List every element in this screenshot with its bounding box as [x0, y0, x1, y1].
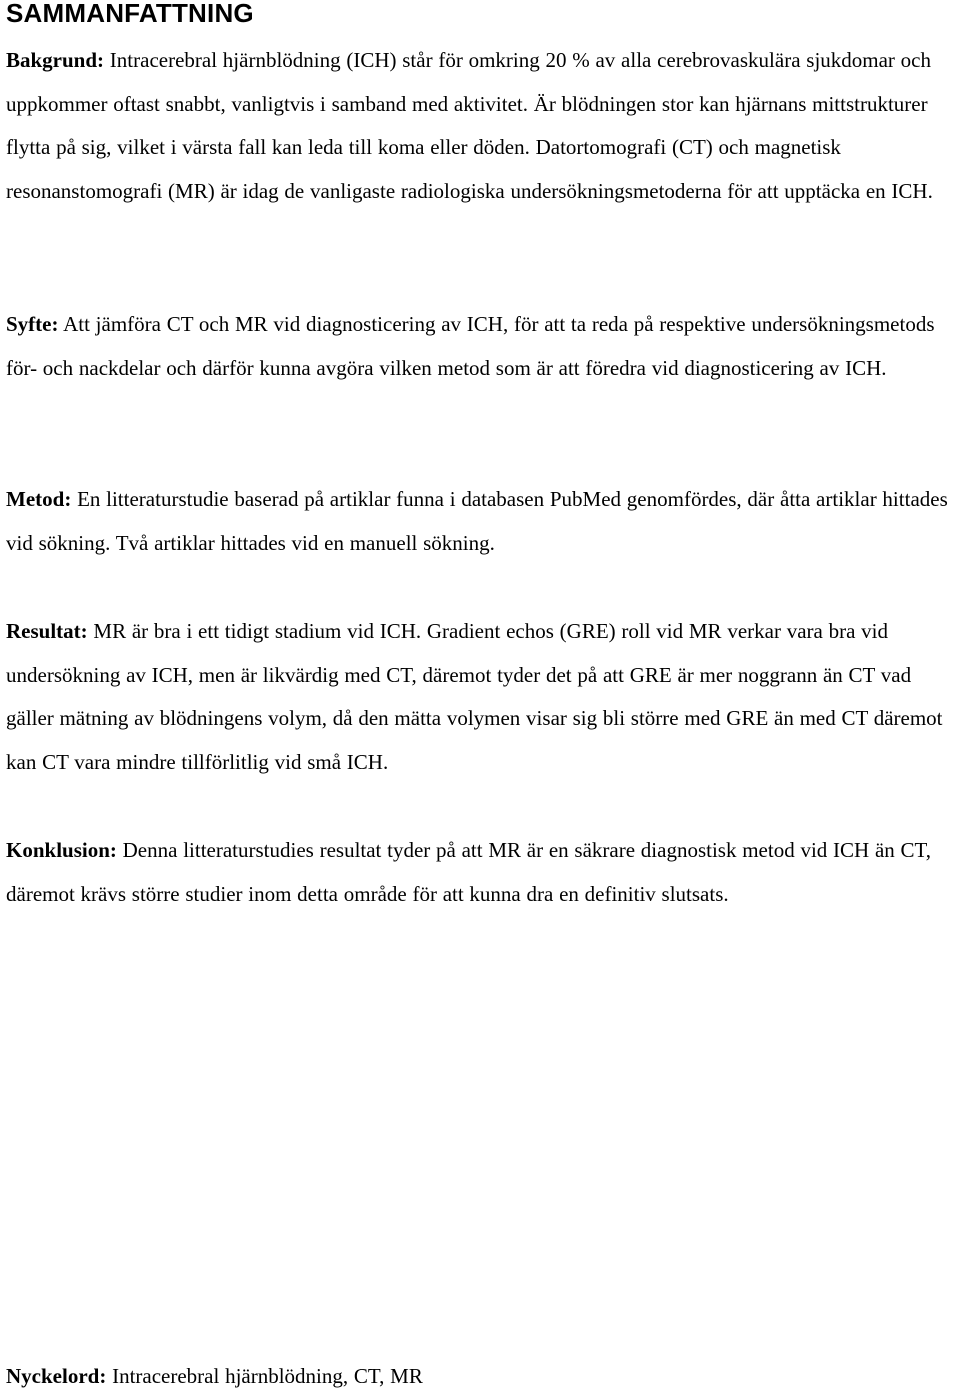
section-text-syfte: Att jämföra CT och MR vid diagnosticering av ICH, för att ta reda på respektive undersökningsmetods för- och nackdelar och därför kunna avgöra vilken metod som är att föredra vid diagnosticering av ICH. — [6, 312, 935, 380]
section-text-nyckelord: Intracerebral hjärnblödning, CT, MR — [112, 1364, 423, 1388]
section-text-resultat: MR är bra i ett tidigt stadium vid ICH. Gradient echos (GRE) roll vid MR verkar vara bra vid undersökning av ICH, men är likvärdig med CT, däremot tyder det på att GRE är mer noggrann än CT vad gäller mätning av blödningens volym, då den mätta volymen visar sig bli större med GRE än med CT däremot kan CT vara mindre tillförlitlig vid små ICH. — [6, 619, 943, 774]
section-text-konklusion: Denna litteraturstudies resultat tyder på att MR är en säkrare diagnostisk metod vid ICH än CT, däremot krävs större studier inom detta område för att kunna dra en definitiv slutsats. — [6, 838, 932, 906]
section-label-bakgrund: Bakgrund: — [6, 48, 105, 72]
document-title: SAMMANFATTNING — [6, 0, 254, 28]
section-label-resultat: Resultat: — [6, 619, 88, 643]
section-resultat — [6, 610, 952, 784]
section-text-metod: En litteraturstudie baserad på artiklar funna i databasen PubMed genomfördes, där åtta artiklar hittades vid sökning. Två artiklar hittades vid en manuell sökning. — [6, 487, 948, 555]
section-label-nyckelord: Nyckelord: — [6, 1364, 107, 1388]
section-metod — [6, 478, 952, 565]
section-text-bakgrund: Intracerebral hjärnblödning (ICH) står för omkring 20 % av alla cerebrovaskulära sjukdomar och uppkommer oftast snabbt, vanligtvis i samband med aktivitet. Är blödningen stor kan hjärnans mittstrukturer flytta på sig, vilket i värsta fall kan leda till koma eller döden. Datortomografi (CT) och magnetisk resonanstomografi (MR) är idag de vanligaste radiologiska undersökningsmetoderna för att upptäcka en ICH. — [6, 48, 933, 203]
section-nyckelord — [6, 1355, 952, 1399]
section-label-konklusion: Konklusion: — [6, 838, 117, 862]
section-bakgrund — [6, 39, 952, 213]
section-label-syfte: Syfte: — [6, 312, 59, 336]
section-syfte — [6, 303, 952, 390]
section-konklusion — [6, 829, 952, 916]
section-label-metod: Metod: — [6, 487, 72, 511]
